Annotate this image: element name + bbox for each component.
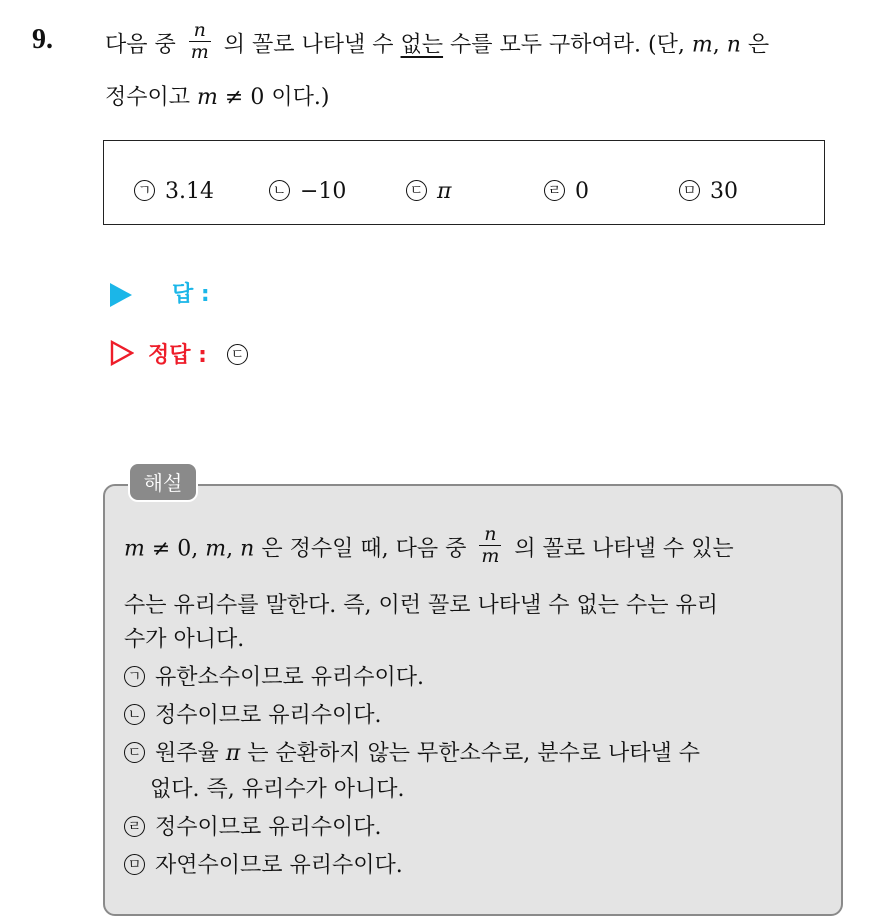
solution-item	[124, 810, 382, 841]
choice-value: 0	[575, 179, 589, 204]
question-number: 9.	[32, 24, 53, 55]
underlined-word: 없는	[400, 32, 444, 58]
pi-symbol: π	[225, 741, 241, 766]
variable-n: n	[240, 536, 255, 562]
solution-text: 는 순환하지 않는 무한소수로, 분수로 나타낼 수	[247, 741, 700, 766]
variable-m: m	[197, 85, 218, 110]
variable-m: m	[691, 32, 713, 58]
choice-mark: ㄱ	[124, 666, 145, 687]
filled-triangle-icon	[110, 283, 132, 307]
solution-line: 수가 아니다.	[124, 627, 245, 652]
choice-value: π	[437, 179, 452, 204]
fraction-numerator: n	[189, 20, 211, 42]
fraction-n-over-m	[479, 524, 501, 567]
solution-tag: 해설	[128, 462, 198, 502]
solution-text: 유한소수이므로 유리수이다.	[155, 665, 425, 690]
solution-line: m ≠ 0, m, n 은 정수일 때, 다음 중 $\frac{n}{m}$ 의 꼴로 나타낼 수 있는	[124, 523, 734, 567]
solution-text: 원주율	[155, 741, 219, 766]
correct-answer-mark: ㄷ	[227, 344, 248, 365]
variable-m: m	[205, 536, 227, 562]
choice-mark: ㅁ	[679, 180, 700, 201]
solution-text: 정수이므로 유리수이다.	[155, 815, 382, 840]
choice-box	[103, 140, 825, 225]
variable-n: n	[726, 32, 741, 58]
choice-value: 3.14	[165, 179, 214, 204]
question-text: 수를 모두 구하여라. (단,	[450, 32, 685, 58]
choice-mark: ㄹ	[544, 180, 565, 201]
question-text: 의 꼴로 나타낼 수	[223, 32, 394, 58]
choice-item	[406, 179, 451, 204]
choice-mark: ㄹ	[124, 816, 145, 837]
question-text: 다음 중	[105, 32, 176, 58]
solution-item	[124, 698, 382, 729]
choice-mark: ㄴ	[269, 180, 290, 201]
fraction-denominator: m	[190, 41, 209, 63]
choice-item	[269, 179, 346, 204]
answer-blank-row	[110, 277, 210, 308]
choice-mark: ㄱ	[134, 180, 155, 201]
question-text: 은	[747, 32, 770, 58]
question-line-1: 다음 중 $\frac{n}{m}$ 의 꼴로 나타낼 수 없는 수를 모두 구하여라. (단, m, n 은	[105, 19, 770, 63]
choice-item	[679, 179, 738, 204]
question-text: 정수이고	[105, 85, 191, 110]
choice-mark: ㄷ	[124, 742, 145, 763]
answer-label: 답 :	[172, 282, 210, 307]
question-text: 이다.)	[271, 85, 330, 110]
solution-item	[124, 660, 424, 691]
fraction-n-over-m	[189, 20, 211, 63]
solution-item-continuation: 없다. 즉, 유리수가 아니다.	[150, 777, 405, 802]
choice-value: 30	[710, 179, 738, 204]
choice-mark: ㄷ	[406, 180, 427, 201]
solution-line: 수는 유리수를 말한다. 즉, 이런 꼴로 나타낼 수 없는 수는 유리	[124, 593, 718, 618]
solution-item	[124, 736, 700, 767]
solution-text: 자연수이므로 유리수이다.	[155, 853, 403, 878]
condition: ≠ 0	[224, 85, 265, 110]
solution-text: ≠ 0,	[151, 536, 199, 562]
choice-item	[544, 179, 589, 204]
solution-text: 은 정수일 때, 다음 중	[261, 536, 467, 562]
solution-text: 정수이므로 유리수이다.	[155, 703, 382, 728]
fraction-numerator: n	[479, 524, 501, 546]
correct-answer-label: 정답 :	[148, 343, 207, 368]
choice-value: −10	[300, 179, 347, 204]
solution-item	[124, 848, 403, 879]
outline-triangle-icon	[110, 340, 134, 372]
fraction-denominator: m	[481, 545, 500, 567]
correct-answer-row	[110, 338, 258, 372]
question-line-2	[105, 80, 329, 111]
choice-mark: ㄴ	[124, 704, 145, 725]
choice-mark: ㅁ	[124, 854, 145, 875]
variable-m: m	[124, 536, 145, 562]
choice-item	[134, 179, 214, 204]
solution-text: 의 꼴로 나타낼 수 있는	[514, 536, 734, 562]
